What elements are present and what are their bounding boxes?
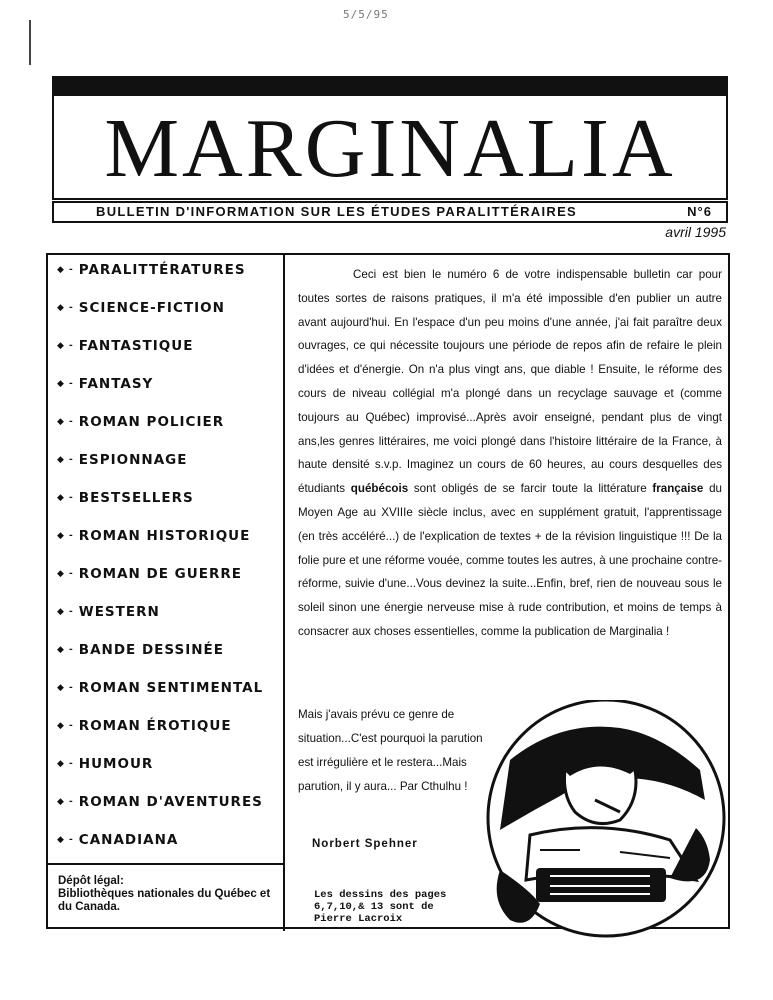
genre-item: ◆ - ROMAN HISTORIQUE <box>57 528 251 544</box>
genre-item: ◆ - BANDE DESSINÉE <box>57 642 224 658</box>
genre-item: ◆ - FANTASTIQUE <box>57 338 194 354</box>
diamond-bullet-icon: ◆ - <box>57 683 74 693</box>
masthead-black-bar <box>54 78 726 96</box>
newsletter-title: MARGINALIA <box>104 102 676 195</box>
genre-item: ◆ - ROMAN ÉROTIQUE <box>57 718 232 734</box>
article-paragraph-closing: Mais j'avais prévu ce genre de situation...C'est pourquoi la parution est irrégulière et le restera...Mais parution, il y aura... Par Cthulhu ! <box>298 708 483 793</box>
diamond-bullet-icon: ◆ - <box>57 341 74 351</box>
diamond-bullet-icon: ◆ - <box>57 531 74 541</box>
editorial-article <box>298 263 722 793</box>
diamond-bullet-icon: ◆ - <box>57 379 74 389</box>
genre-item: ◆ - ESPIONNAGE <box>57 452 188 468</box>
column-divider <box>283 255 285 931</box>
diamond-bullet-icon: ◆ - <box>57 569 74 579</box>
margin-mark <box>29 20 31 65</box>
genre-item: ◆ - HUMOUR <box>57 756 154 772</box>
handwritten-date-note: 5/5/95 <box>343 8 389 21</box>
genre-item: ◆ - CANADIANA <box>57 832 179 848</box>
diamond-bullet-icon: ◆ - <box>57 303 74 313</box>
genre-item: ◆ - FANTASY <box>57 376 154 392</box>
genre-item: ◆ - PARALITTÉRATURES <box>57 262 246 278</box>
genre-item: ◆ - ROMAN POLICIER <box>57 414 225 430</box>
article-closing <box>298 703 498 799</box>
genre-item: ◆ - ROMAN DE GUERRE <box>57 566 242 582</box>
legal-text: Bibliothèques nationales du Québec et du Canada. <box>58 888 271 913</box>
legal-heading: Dépôt légal: <box>58 875 124 887</box>
diamond-bullet-icon: ◆ - <box>57 455 74 465</box>
article-paragraph: Ceci est bien le numéro 6 de votre indispensable bulletin car pour toutes sortes de raisons pratiques, il m'a été impossible d'en publier un autre avant aujourd'hui. En l'espace d'un peu moins d'une année, j'ai fait paraître deux ouvrages, ce qui nécessite toujours une période de repos afin de refaire le plein d'idées et d'énergie. On n'a plus vingt ans, que diable ! Ensuite, le réforme des cours de niveau collégial m'a plongé dans un recyclage sauvage et (comme toujours au Québec) improvisé...Après avoir enseigné, pendant plus de vingt ans,les genres littéraires, me voici plongé dans l'histoire littéraire de la France, à haute densité s.v.p. Imaginez un cours de 60 heures, au cours desquelles des étudiants québécois sont obligés de se farcir toute la littérature française du Moyen Age au XVIIIe siècle inclus, avec en supplément gratuit, l'apprentissage (en très accéléré...) de l'explication de textes + de la révision linguistique !!! De la folie pure et une réforme vouée, comme toutes les autres, à une prochaine contre-réforme, suivie d'une...Vous devinez la suite...Enfin, bref, rien de nouveau sous le soleil sinon une énergie nerveuse mise à rude contribution, et moins de temps à consacrer aux choses essentielles, comme la publication de Marginalia ! <box>298 268 722 638</box>
genre-item: ◆ - BESTSELLERS <box>57 490 194 506</box>
diamond-bullet-icon: ◆ - <box>57 797 74 807</box>
subtitle-bar <box>52 201 728 223</box>
diamond-bullet-icon: ◆ - <box>57 265 74 275</box>
illustration-man-at-typewriter <box>470 700 732 948</box>
diamond-bullet-icon: ◆ - <box>57 721 74 731</box>
diamond-bullet-icon: ◆ - <box>57 835 74 845</box>
genre-list <box>57 259 279 867</box>
genre-item: ◆ - SCIENCE-FICTION <box>57 300 225 316</box>
diamond-bullet-icon: ◆ - <box>57 417 74 427</box>
issue-date: avril 1995 <box>665 224 726 240</box>
genre-item: ◆ - ROMAN D'AVENTURES <box>57 794 263 810</box>
genre-item: ◆ - WESTERN <box>57 604 160 620</box>
author-signature: Norbert Spehner <box>312 838 418 850</box>
diamond-bullet-icon: ◆ - <box>57 645 74 655</box>
diamond-bullet-icon: ◆ - <box>57 759 74 769</box>
newsletter-subtitle: BULLETIN D'INFORMATION SUR LES ÉTUDES PARALITTÉRAIRES <box>96 204 578 219</box>
genre-item: ◆ - ROMAN SENTIMENTAL <box>57 680 264 696</box>
masthead <box>52 76 728 200</box>
diamond-bullet-icon: ◆ - <box>57 493 74 503</box>
illustration-credits: Les dessins des pages 6,7,10,& 13 sont de Pierre Lacroix <box>314 889 447 925</box>
issue-number: N°6 <box>687 204 712 219</box>
diamond-bullet-icon: ◆ - <box>57 607 74 617</box>
legal-deposit <box>58 875 278 914</box>
